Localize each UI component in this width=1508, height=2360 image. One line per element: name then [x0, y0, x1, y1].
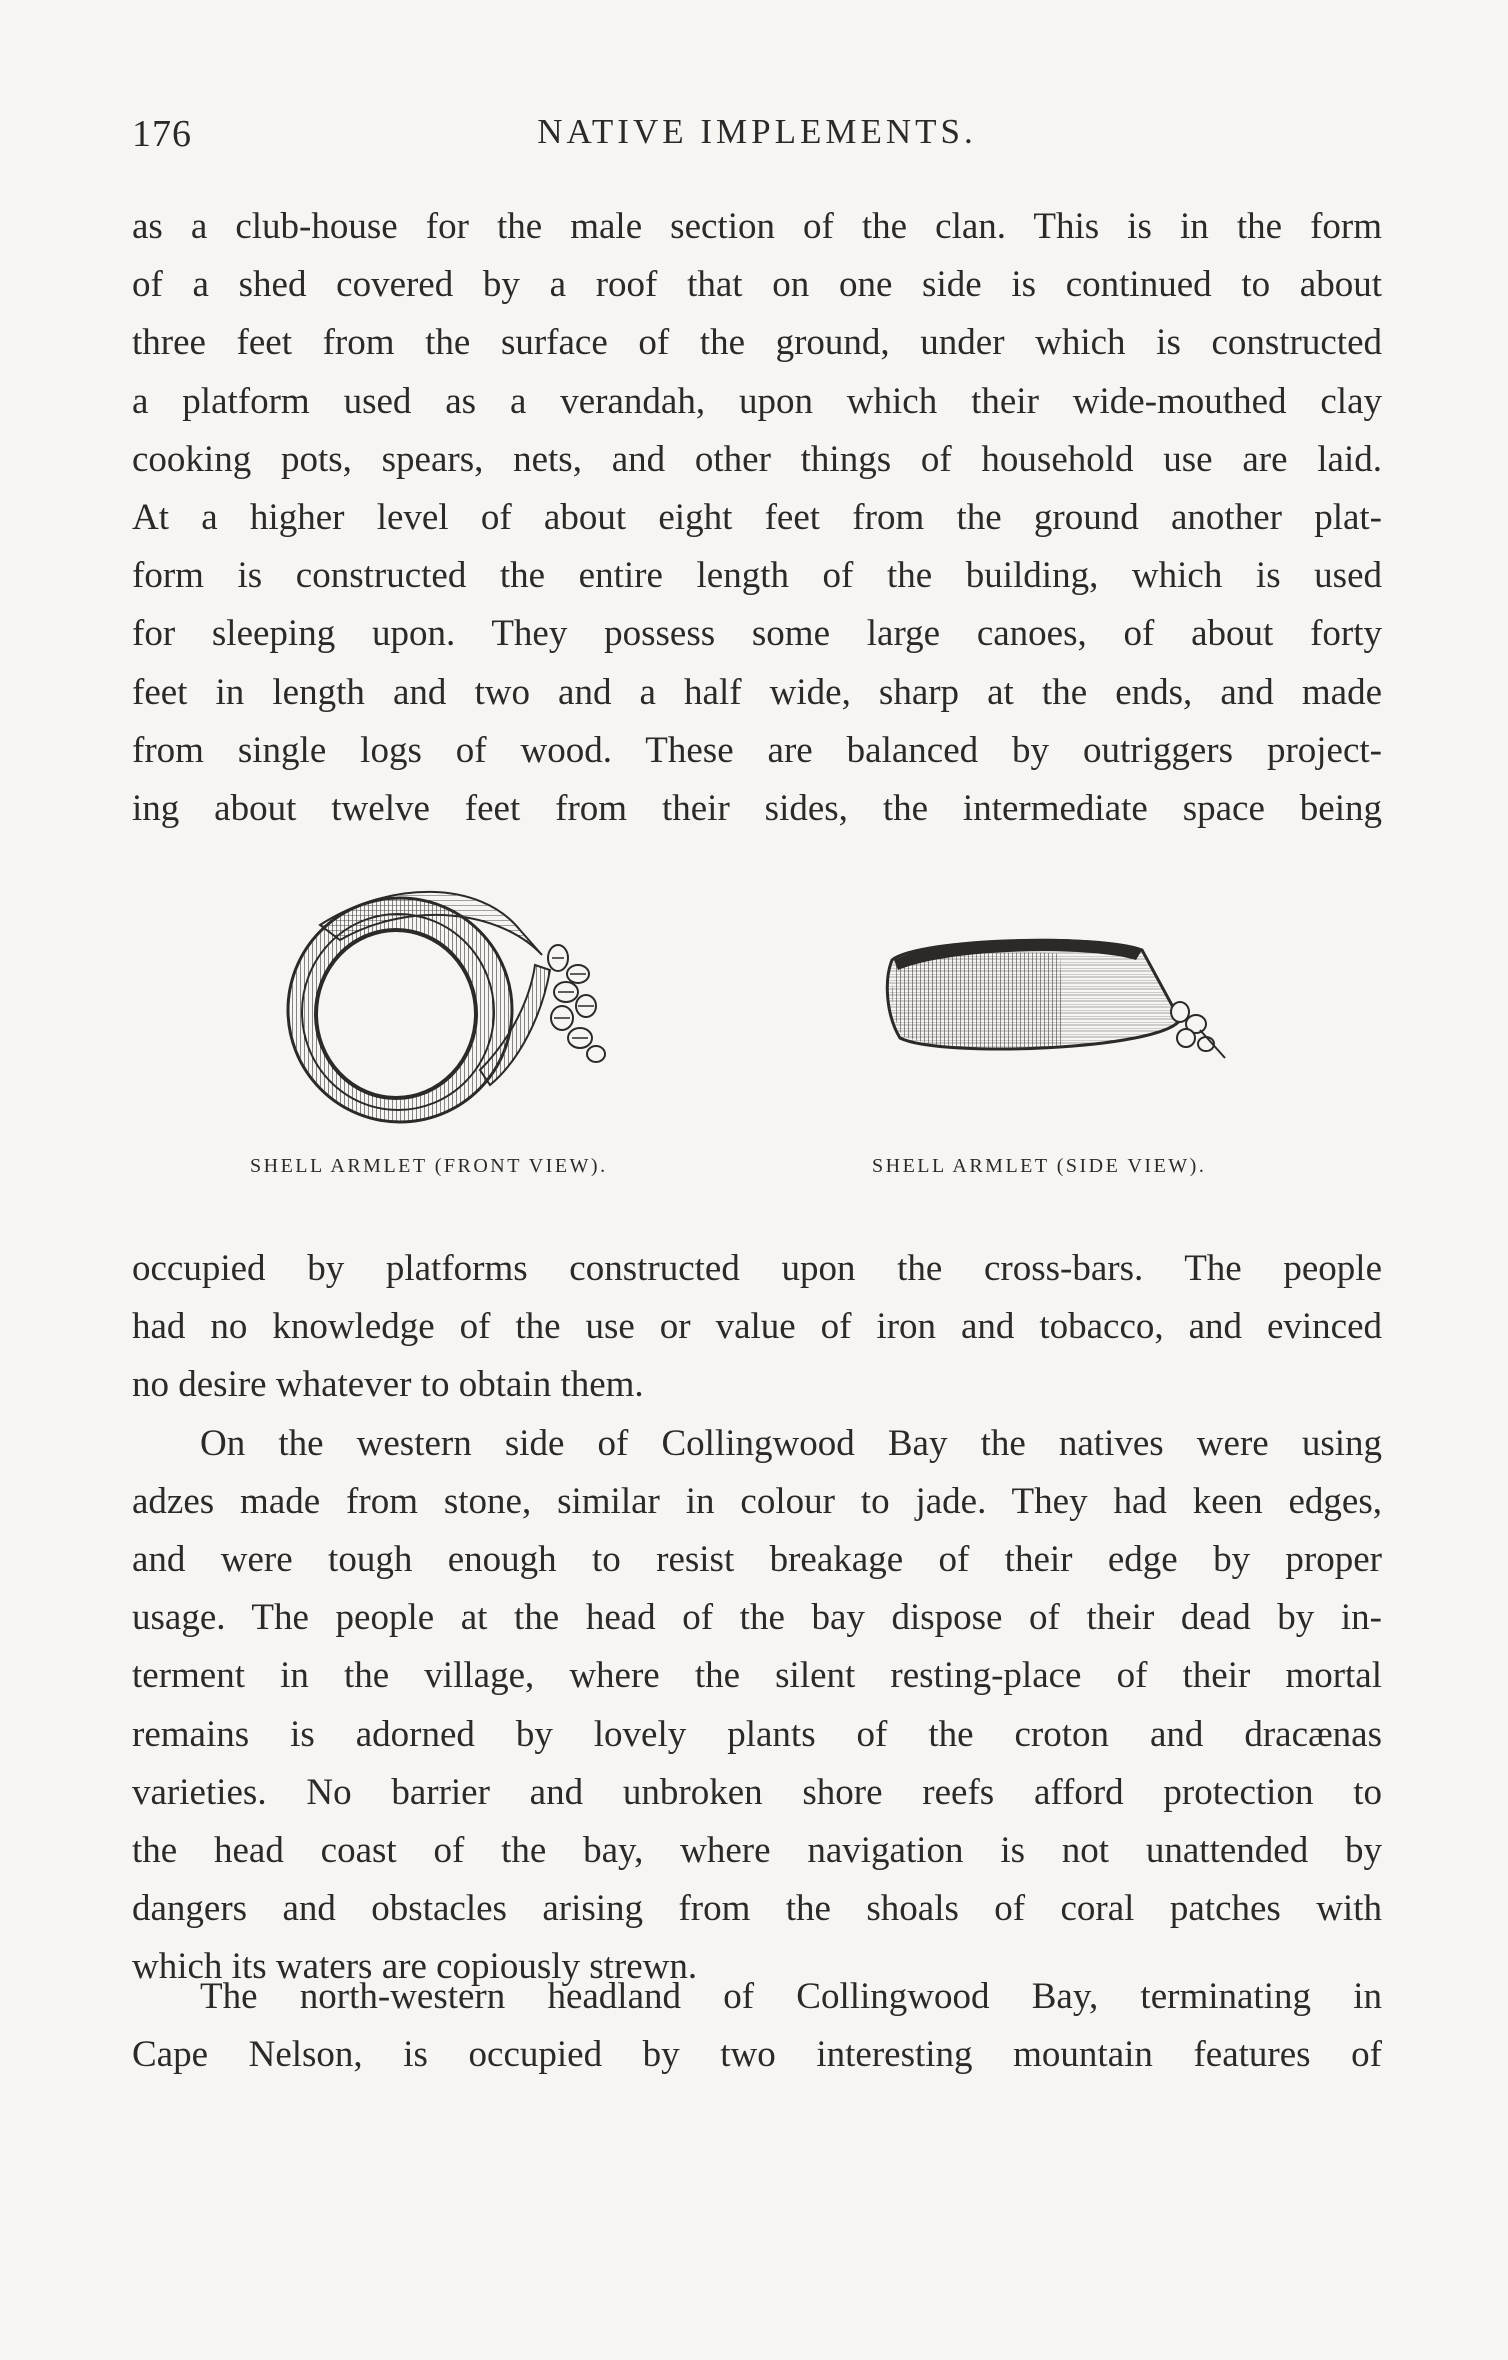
text-line: as a club-house for the male section of the clan. This is in the form [132, 206, 1382, 247]
text-line: Cape Nelson, is occupied by two interesting mountain features of [132, 2034, 1382, 2076]
text-line: from single logs of wood. These are balanced by outriggers project- [132, 729, 1382, 771]
text-line: occupied by platforms constructed upon the cross-bars. The people [132, 1248, 1382, 1289]
paragraph-canoes [132, 198, 1382, 838]
text-line: no desire whatever to obtain them. [132, 1364, 644, 1406]
shell-armlet-side-illustration [880, 920, 1250, 1080]
page-header [132, 112, 1382, 162]
figure-caption-front-view: SHELL ARMLET (FRONT VIEW). [250, 1155, 608, 1177]
text-line: At a higher level of about eight feet from the ground another plat- [132, 496, 1382, 538]
text-line: varieties. No barrier and unbroken shore reefs afford protection to [132, 1771, 1382, 1813]
text-line: On the western side of Collingwood Bay the natives were using [200, 1422, 1382, 1464]
page-number: 176 [132, 113, 192, 155]
text-line: for sleeping upon. They possess some large canoes, of about forty [132, 613, 1382, 655]
shell-armlet-front-drawing [280, 870, 630, 1130]
text-line: cooking pots, spears, nets, and other things of household use are laid. [132, 438, 1382, 480]
text-line: three feet from the surface of the ground, under which is constructed [132, 322, 1382, 364]
text-line: dangers and obstacles arising from the shoals of coral patches with [132, 1888, 1382, 1930]
shell-armlet-front-illustration [280, 870, 630, 1130]
figure-caption-side-view: SHELL ARMLET (SIDE VIEW). [872, 1155, 1207, 1177]
paragraph-collingwood-bay [132, 1240, 1382, 1996]
text-line: adzes made from stone, similar in colour to jade. They had keen edges, [132, 1480, 1382, 1522]
text-line: of a shed covered by a roof that on one side is continued to about [132, 264, 1382, 306]
text-line: remains is adorned by lovely plants of the croton and dracænas [132, 1713, 1382, 1755]
text-line: feet in length and two and a half wide, sharp at the ends, and made [132, 671, 1382, 713]
text-line: usage. The people at the head of the bay dispose of their dead by in- [132, 1597, 1382, 1639]
text-line: terment in the village, where the silent resting-place of their mortal [132, 1655, 1382, 1697]
text-line: ing about twelve feet from their sides, the intermediate space being [132, 787, 1382, 829]
text-line: which its waters are copiously strewn. [132, 1946, 698, 1988]
text-line: had no knowledge of the use or value of iron and tobacco, and evinced [132, 1306, 1382, 1348]
text-line: a platform used as a verandah, upon which their wide-mouthed clay [132, 380, 1382, 422]
shell-armlet-side-drawing [880, 920, 1250, 1080]
text-line: The north-western headland of Collingwood Bay, terminating in [200, 1976, 1382, 2017]
text-line: the head coast of the bay, where navigation is not unattended by [132, 1829, 1382, 1871]
running-head: NATIVE IMPLEMENTS. [537, 112, 977, 151]
text-line: form is constructed the entire length of the building, which is used [132, 555, 1382, 597]
paragraph-cape-nelson [132, 1968, 1382, 2084]
text-line: and were tough enough to resist breakage of their edge by proper [132, 1538, 1382, 1580]
